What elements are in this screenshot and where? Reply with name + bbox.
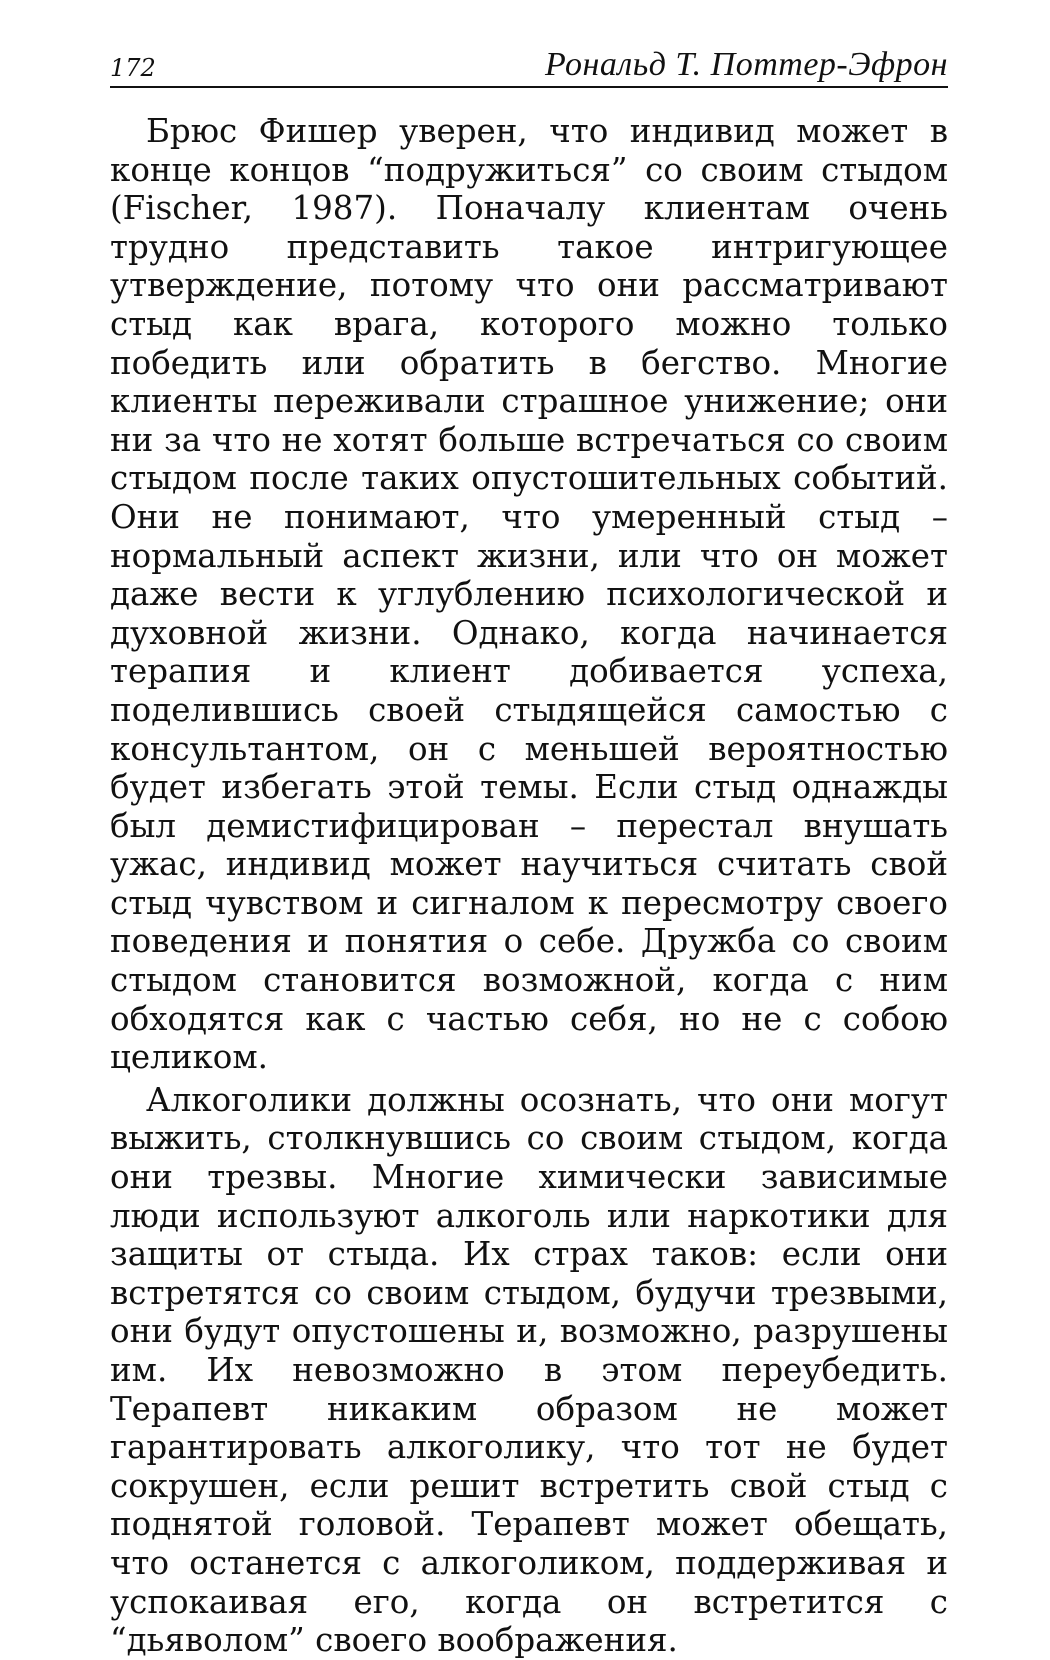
page-number: 172 <box>110 54 156 82</box>
paragraph: Алкоголики должны осознать, что они могут выжить, столкнувшись со своим стыдом, когда они трезвы. Многие химически зависимые люди используют алкоголь или наркотики для защиты от стыда. Их страх таков: если они встретятся со своим стыдом, будучи трезвыми, они будут опустошены и, возможно, разрушены им. Их невозможно в этом переубедить. Терапевт никаким образом не может гарантировать алкоголику, что тот не будет сокрушен, если решит встретить свой стыд с поднятой головой. Терапевт может обещать, что останется с алкоголиком, поддерживая и успокаивая его, когда он встретится с “дьяволом” своего воображения. <box>110 1080 948 1660</box>
running-head <box>110 48 948 88</box>
paragraph: Брюс Фишер уверен, что индивид может в конце концов “подружиться” со своим стыдом (Fischer, 1987). Поначалу клиентам очень трудно представить такое интригующее утверждение, потому что они рассматривают стыд как врага, которого можно только победить или обратить в бегство. Многие клиенты переживали страшное унижение; они ни за что не хотят больше встречаться со своим стыдом после таких опустошительных событий. Они не понимают, что умеренный стыд – нормальный аспект жизни, или что он может даже вести к углублению психологической и духовной жизни. Однако, когда начинается терапия и клиент добивается успеха, поделившись своей стыдящейся самостью с консультантом, он с меньшей вероятностью будет избегать этой темы. Если стыд однажды был демистифицирован – перестал внушать ужас, индивид может научиться считать свой стыд чувством и сигналом к пересмотру своего поведения и понятия о себе. Дружба со своим стыдом становится возможной, когда с ним обходятся как с частью себя, но не с собою целиком. <box>110 112 948 1077</box>
body-text <box>110 112 948 1660</box>
running-head-author: Рональд Т. Поттер-Эфрон <box>544 46 948 83</box>
